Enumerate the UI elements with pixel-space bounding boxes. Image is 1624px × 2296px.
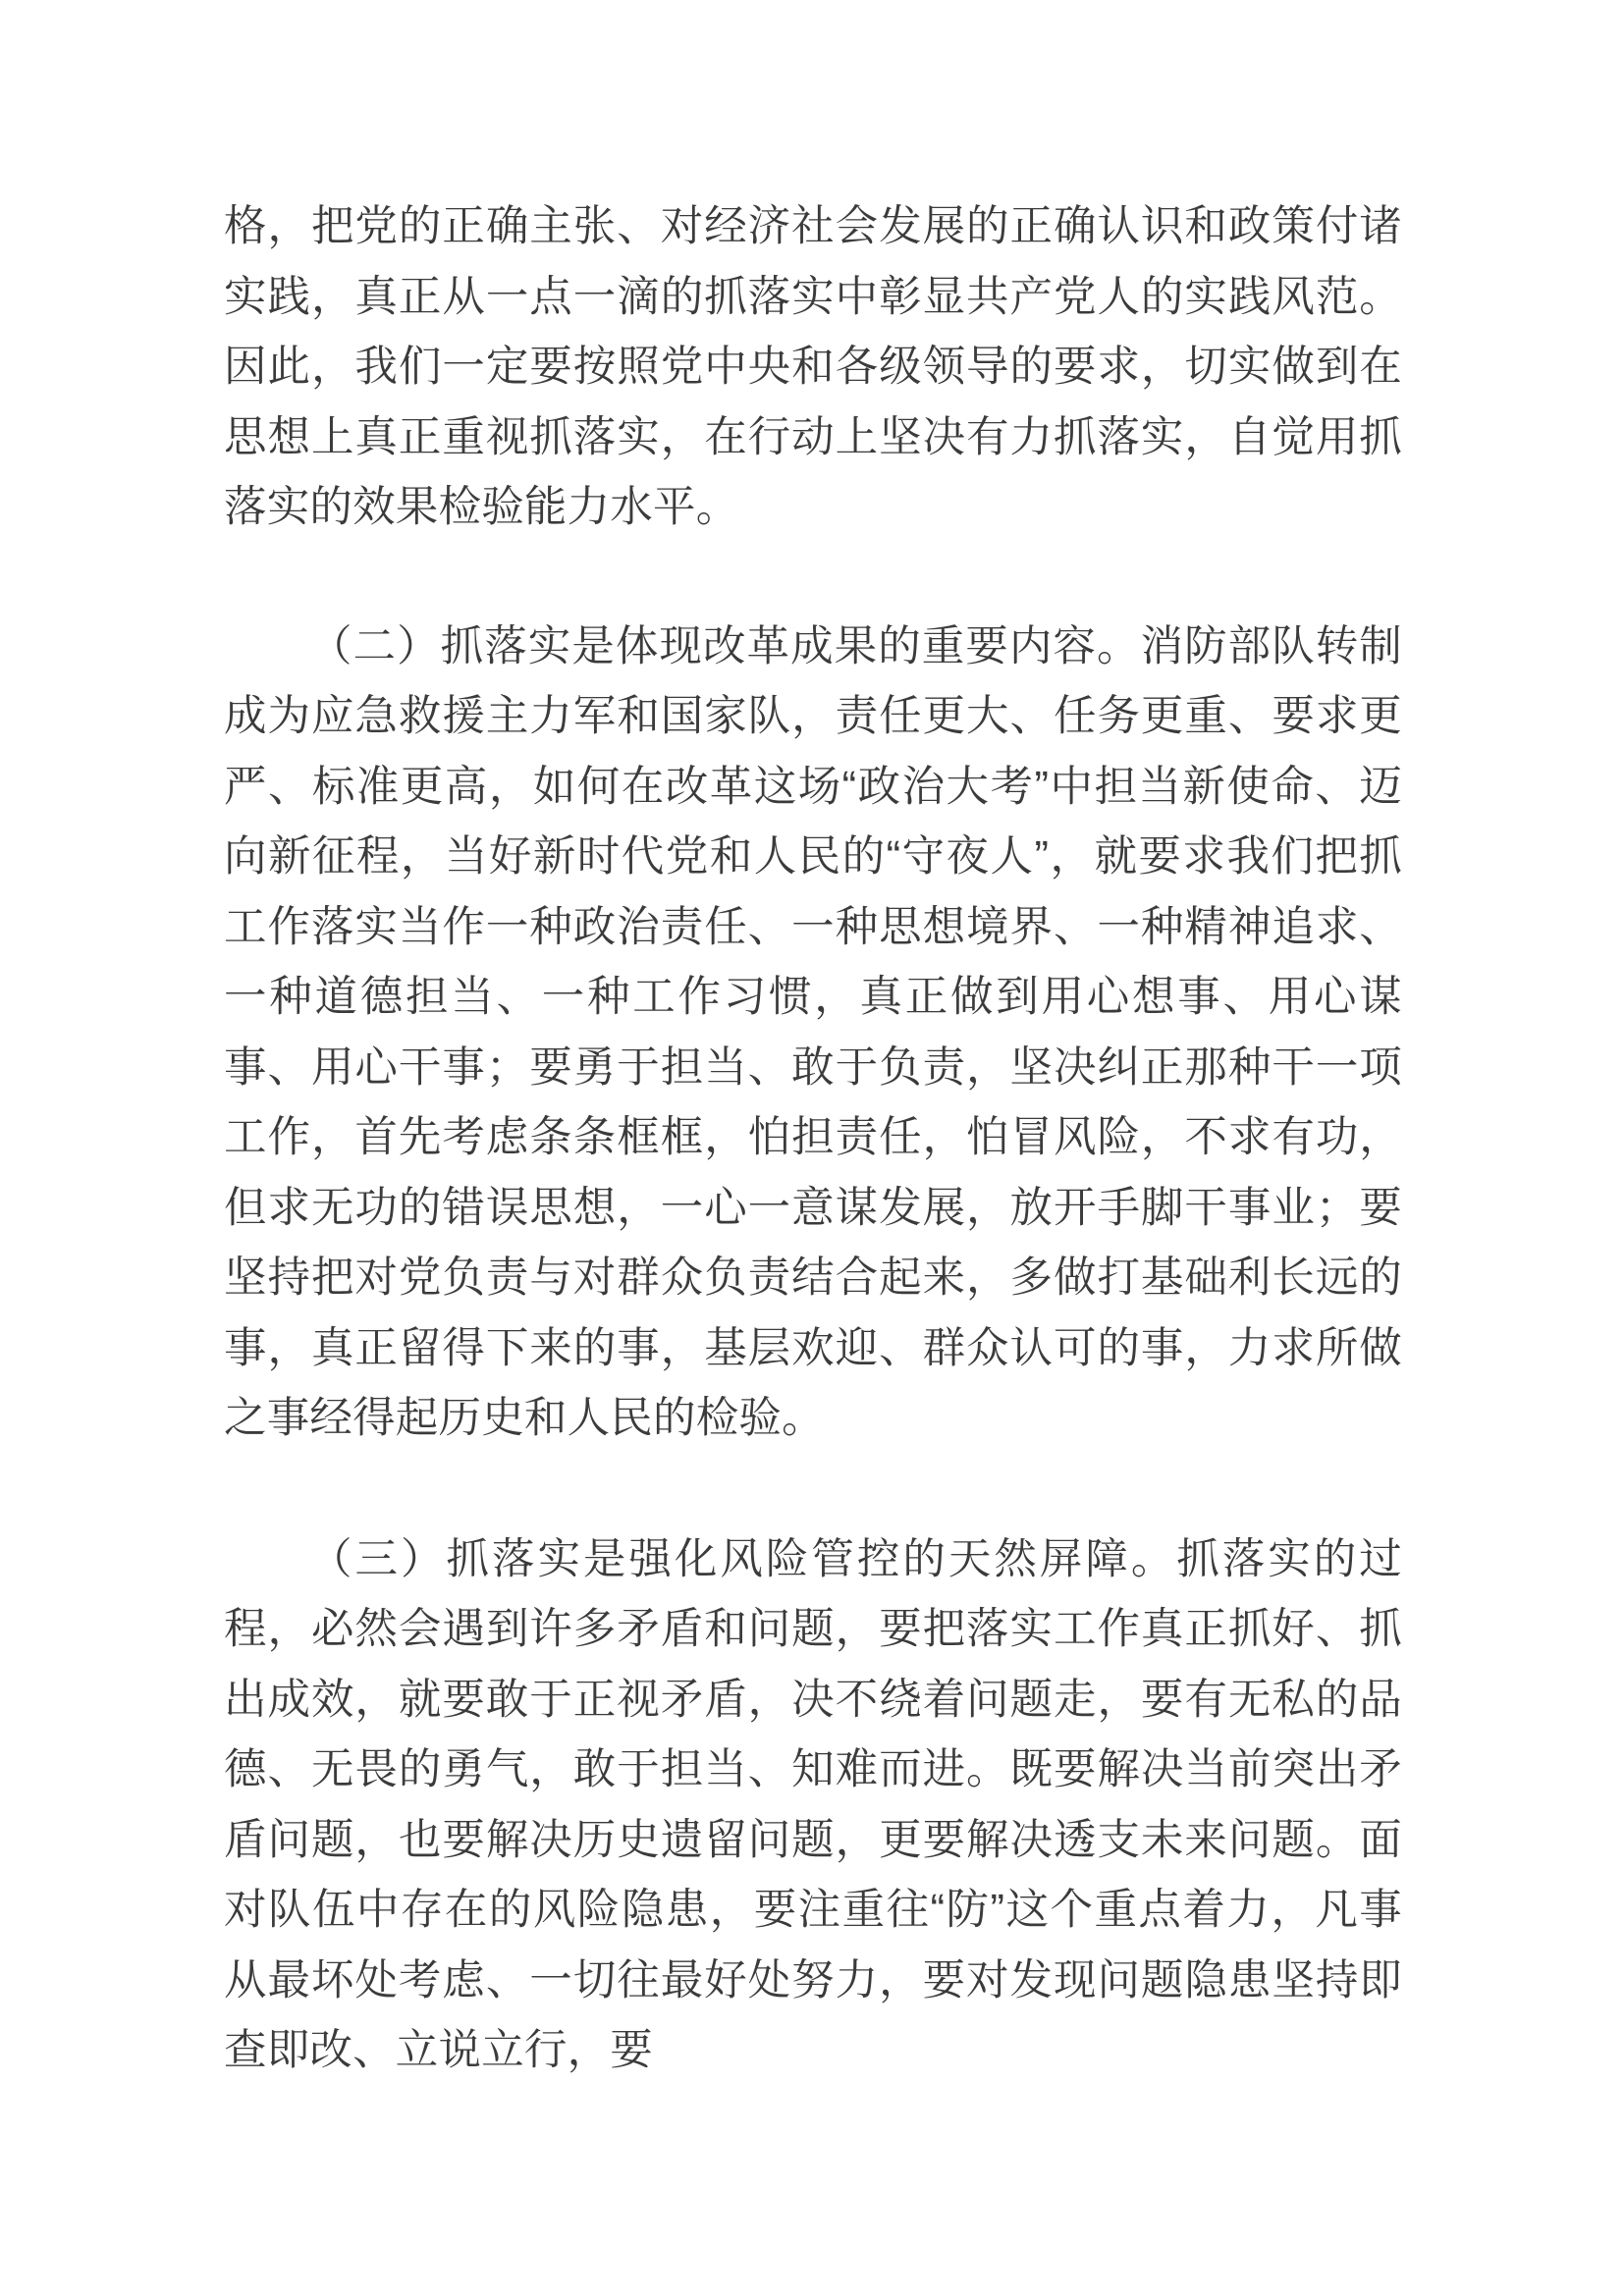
- paragraph-section-three: （三）抓落实是强化风险管控的天然屏障。抓落实的过程，必然会遇到许多矛盾和问题，要把落实工作真正抓好、抓出成效，就要敢于正视矛盾，决不绕着问题走，要有无私的品德、无畏的勇气，敢于担当、知难而进。既要解决当前突出矛盾问题，也要解决历史遗留问题，更要解决透支未来问题。面对队伍中存在的风险隐患，要注重往“防”这个重点着力，凡事从最坏处考虑、一切往最好处努力，要对发现问题隐患坚持即查即改、立说立行，要: [224, 1535, 1402, 2074]
- paragraph-continuation: 格，把党的正确主张、对经济社会发展的正确认识和政策付诸实践，真正从一点一滴的抓落实中彰显共产党人的实践风范。因此，我们一定要按照党中央和各级领导的要求，切实做到在思想上真正重视抓落实，在行动上坚决有力抓落实，自觉用抓落实的效果检验能力水平。: [224, 203, 1402, 531]
- paragraph-section-two: （二）抓落实是体现改革成果的重要内容。消防部队转制成为应急救援主力军和国家队，责任更大、任务更重、要求更严、标准更高，如何在改革这场“政治大考”中担当新使命、迈向新征程，当好新时代党和人民的“守夜人”，就要求我们把抓工作落实当作一种政治责任、一种思想境界、一种精神追求、一种道德担当、一种工作习惯，真正做到用心想事、用心谋事、用心干事；要勇于担当、敢于负责，坚决纠正那种干一项工作，首先考虑条条框框，怕担责任，怕冒风险，不求有功，但求无功的错误思想，一心一意谋发展，放开手脚干事业；要坚持把对党负责与对群众负责结合起来，多做打基础利长远的事，真正留得下来的事，基层欢迎、群众认可的事，力求所做之事经得起历史和人民的检验。: [224, 622, 1402, 1442]
- document-body: [224, 192, 1402, 2087]
